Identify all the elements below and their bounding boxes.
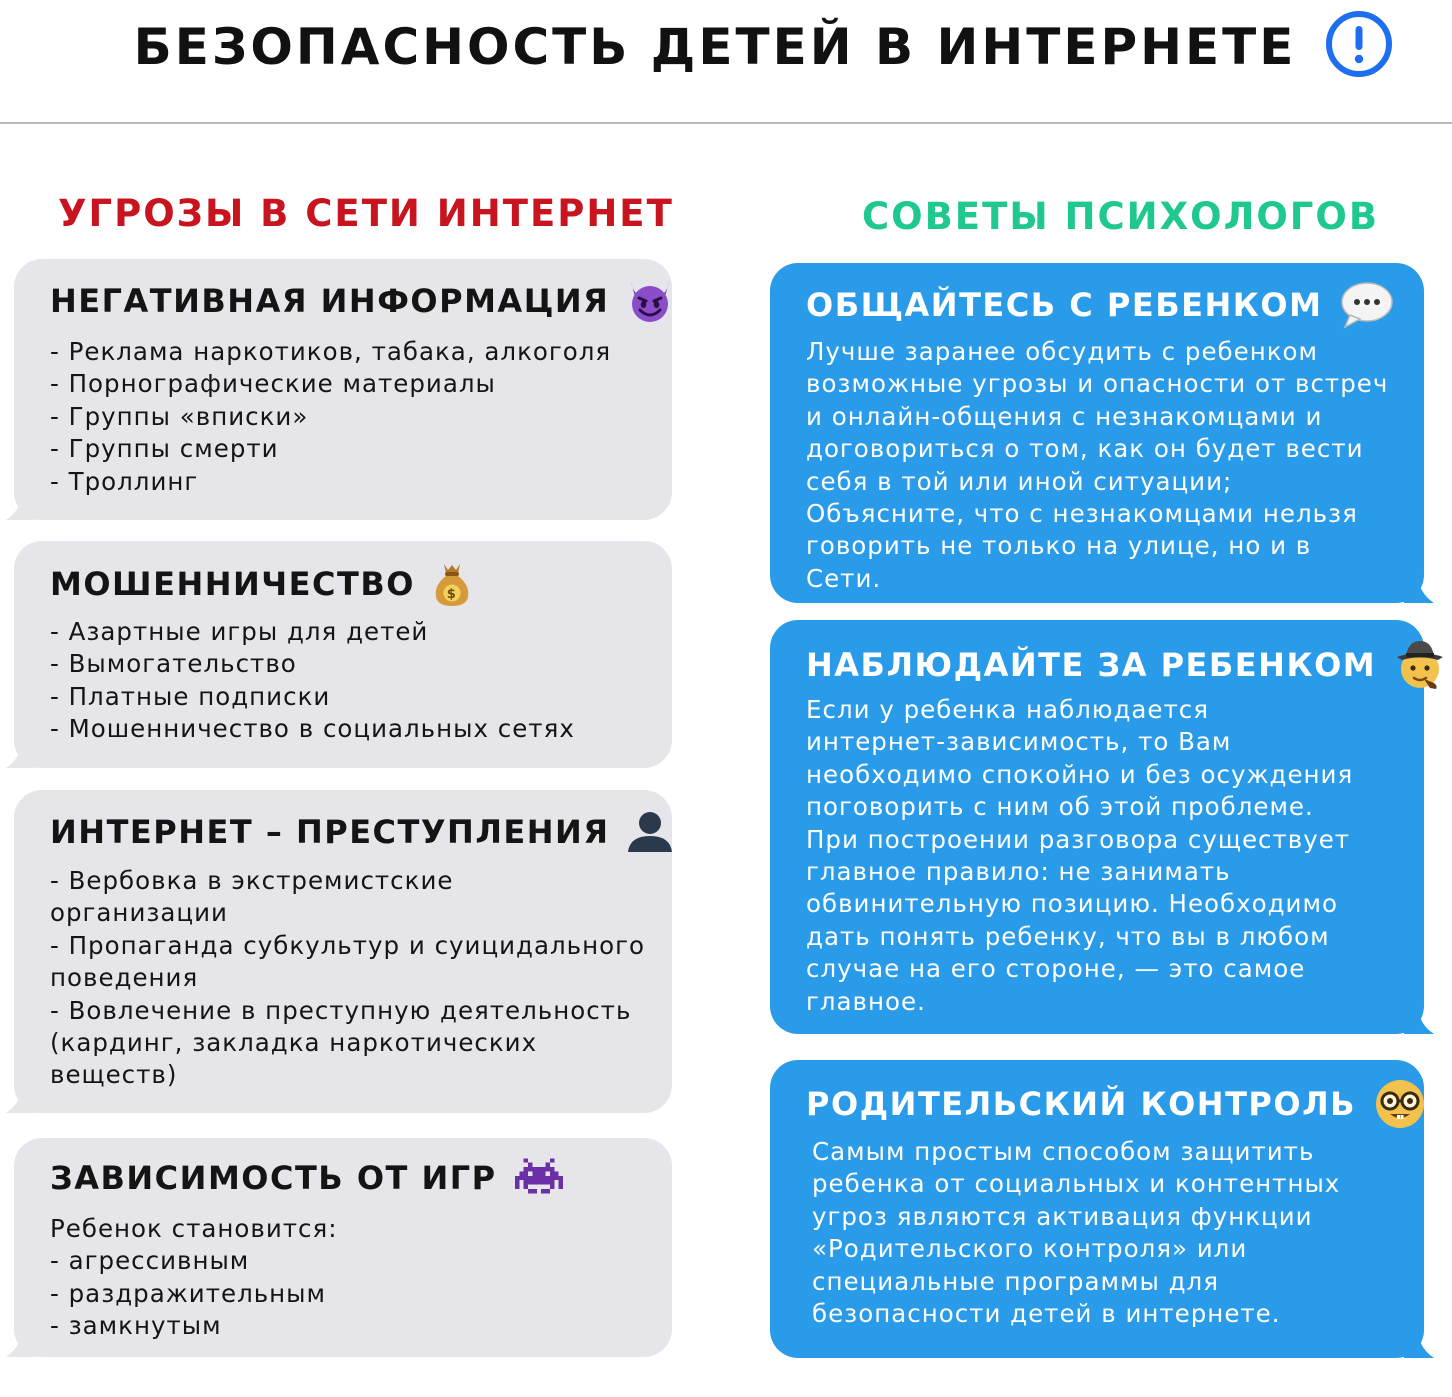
space-invader-icon bbox=[515, 1158, 563, 1198]
text-line: Лучше заранее обсудить с ребенком bbox=[806, 337, 1319, 366]
advice-card-communicate bbox=[770, 263, 1424, 603]
text-line: необходимо спокойно и без осуждения bbox=[806, 759, 1354, 789]
person-silhouette-icon bbox=[627, 810, 673, 854]
text-line: случае на его стороне, — это самое bbox=[806, 954, 1306, 984]
list-item: - Азартные игры для детей bbox=[50, 617, 429, 646]
text-line: Объясните, что с незнакомцами нельзя bbox=[806, 499, 1358, 529]
text-line: безопасности детей в интернете. bbox=[812, 1299, 1281, 1329]
card-title: МОШЕННИЧЕСТВО $ bbox=[50, 561, 471, 607]
bubble-tail bbox=[1404, 1000, 1434, 1034]
list-item: - раздражительным bbox=[50, 1278, 327, 1308]
bubble-tail bbox=[1404, 1324, 1434, 1358]
list-item: - Вербовка в экстремистские bbox=[50, 866, 454, 895]
card-title: НЕГАТИВНАЯ ИНФОРМАЦИЯ bbox=[50, 279, 673, 323]
list-item: - Троллинг bbox=[50, 466, 199, 496]
text-line: возможные угрозы и опасности от встреч bbox=[806, 369, 1389, 399]
bubble-tail bbox=[6, 486, 36, 520]
text-line: и онлайн-общения с незнакомцами и bbox=[806, 401, 1323, 431]
card-title: РОДИТЕЛЬСКИЙ КОНТРОЛЬ bbox=[806, 1078, 1426, 1130]
card-title: ЗАВИСИМОСТЬ ОТ ИГР bbox=[50, 1158, 563, 1198]
text-line: интернет-зависимость, то Вам bbox=[806, 727, 1232, 757]
advice-heading: СОВЕТЫ ПСИХОЛОГОВ bbox=[862, 195, 1380, 238]
list-item: - Порнографические материалы bbox=[50, 369, 496, 399]
money-bag-icon bbox=[433, 561, 471, 607]
list-item: веществ) bbox=[50, 1060, 178, 1090]
list-item: - Вымогательство bbox=[50, 649, 297, 679]
card-text bbox=[50, 616, 646, 746]
text-line: говорить не только на улице, но и в bbox=[806, 531, 1312, 561]
text-line: специальные программы для bbox=[812, 1266, 1219, 1296]
text-line: главное правило: не занимать bbox=[806, 857, 1231, 887]
card-title: ИНТЕРНЕТ – ПРЕСТУПЛЕНИЯ bbox=[50, 810, 673, 854]
text-line: При построении разговора существует bbox=[806, 824, 1351, 854]
list-item: (кардинг, закладка наркотических bbox=[50, 1028, 538, 1058]
text-line: себя в той или иной ситуации; bbox=[806, 466, 1233, 496]
threat-card-game-addiction bbox=[14, 1138, 672, 1357]
threat-card-fraud bbox=[14, 541, 672, 768]
list-item: - агрессивным bbox=[50, 1246, 250, 1276]
text-line: обвинительную позицию. Необходимо bbox=[806, 889, 1338, 919]
card-text bbox=[50, 336, 646, 498]
bubble-tail bbox=[1404, 569, 1434, 603]
list-item: - замкнутым bbox=[50, 1311, 222, 1341]
text-line: главное. bbox=[806, 986, 926, 1016]
text-line: Сети. bbox=[806, 563, 882, 593]
threat-card-negative-info bbox=[14, 259, 672, 520]
card-text bbox=[50, 1213, 646, 1343]
card-text bbox=[812, 1136, 1398, 1330]
bubble-tail bbox=[6, 1079, 36, 1113]
list-item: Ребенок становится: bbox=[50, 1214, 338, 1243]
bubble-tail bbox=[6, 1323, 36, 1357]
devil-face-icon bbox=[627, 279, 673, 323]
list-item: - Пропаганда субкультур и суицидального bbox=[50, 930, 645, 960]
list-item: - Платные подписки bbox=[50, 681, 331, 711]
list-item: - Реклама наркотиков, табака, алкоголя bbox=[50, 337, 612, 366]
threat-card-cybercrime bbox=[14, 790, 672, 1113]
svg-text:$: $ bbox=[446, 587, 458, 602]
text-line: договориться о том, как он будет вести bbox=[806, 434, 1364, 464]
header bbox=[0, 0, 1452, 124]
page-title: БЕЗОПАСНОСТЬ ДЕТЕЙ В ИНТЕРНЕТЕ bbox=[133, 18, 1297, 76]
detective-icon bbox=[1394, 638, 1446, 692]
advice-card-observe bbox=[770, 620, 1424, 1034]
text-line: Если у ребенка наблюдается bbox=[806, 695, 1209, 724]
list-item: - Вовлечение в преступную деятельность bbox=[50, 995, 632, 1025]
text-line: ребенка от социальных и контентных bbox=[812, 1169, 1341, 1199]
nerd-face-icon bbox=[1374, 1078, 1426, 1130]
list-item: - Мошенничество в социальных сетях bbox=[50, 714, 575, 744]
threats-heading: УГРОЗЫ В СЕТИ ИНТЕРНЕТ bbox=[58, 192, 674, 235]
list-item: организации bbox=[50, 898, 228, 928]
speech-bubble-icon bbox=[1340, 281, 1394, 329]
list-item: поведения bbox=[50, 963, 199, 993]
text-line: Самым простым способом защитить bbox=[812, 1137, 1315, 1166]
card-text bbox=[50, 865, 646, 1092]
text-line: поговорить с ним об этой проблеме. bbox=[806, 792, 1314, 822]
advice-card-parental-control bbox=[770, 1060, 1424, 1358]
text-line: угроз являются активация функции bbox=[812, 1201, 1313, 1231]
list-item: - Группы «вписки» bbox=[50, 401, 309, 431]
card-text bbox=[806, 336, 1398, 595]
card-title: ОБЩАЙТЕСЬ С РЕБЕНКОМ bbox=[806, 281, 1394, 329]
list-item: - Группы смерти bbox=[50, 434, 279, 464]
exclamation-circle-icon bbox=[1324, 9, 1394, 79]
text-line: «Родительского контроля» или bbox=[812, 1234, 1248, 1264]
card-title: НАБЛЮДАЙТЕ ЗА РЕБЕНКОМ bbox=[806, 638, 1446, 692]
card-text bbox=[806, 694, 1398, 1018]
text-line: дать понять ребенку, что вы в любом bbox=[806, 921, 1330, 951]
bubble-tail bbox=[6, 734, 36, 768]
